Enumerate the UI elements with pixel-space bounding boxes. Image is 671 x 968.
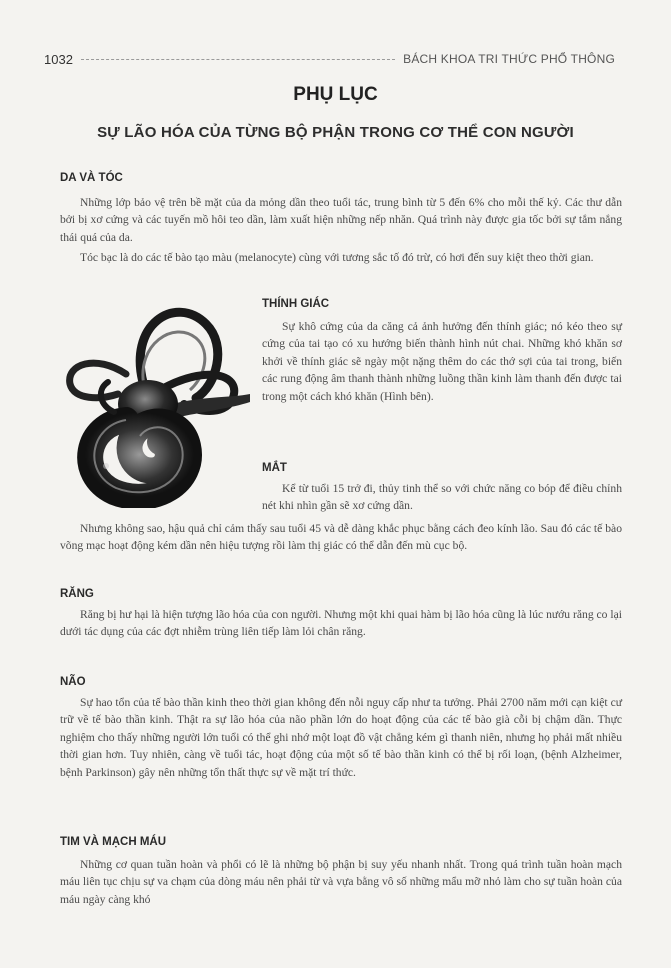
paragraph-mat-2: Nhưng không sao, hậu quả chỉ cảm thấy sau tuổi 45 và dễ dàng khắc phục bằng cách đeo kính lão. Sau đó các tế bào võng mạc hoạt động kém dần nên hiệu tượng rồi làm thị giác có thể dẫn đến mù cục bộ. <box>60 522 622 553</box>
paragraph-thinh-giac-1: Sự khô cứng của da căng cả ảnh hưởng đến thính giác; nó kéo theo sự cứng của tai tạo có xu hướng biến thành hình nút chai. Những khó khăn sơ khởi về thính giác sẽ ngày một nặng thêm do các thớ sợi của tai trong, biến các rung động âm thanh thành những luồng thần kinh làm thanh đến được tai trong một cách khó khăn (Hình bên). <box>262 320 622 403</box>
running-header <box>44 50 615 68</box>
page-subtitle: SỰ LÃO HÓA CỦA TỪNG BỘ PHẬN TRONG CƠ THỂ CON NGƯỜI <box>97 124 574 141</box>
page-title: PHỤ LỤC <box>293 84 378 105</box>
section-heading-tim-mach: TIM VÀ MẠCH MÁU <box>60 836 167 848</box>
header-rule <box>81 59 395 60</box>
inner-ear-cochlea-illustration <box>56 294 252 508</box>
section-heading-thinh-giac: THÍNH GIÁC <box>262 298 330 310</box>
paragraph-da-toc-2: Tóc bạc là do các tế bào tạo màu (melanocyte) cùng với tương sắc tố đó trừ, có hơi đến suy kiệt theo thời gian. <box>80 251 594 264</box>
section-heading-da-toc: DA VÀ TÓC <box>60 172 123 184</box>
paragraph-rang-1: Răng bị hư hại là hiện tượng lão hóa của con người. Nhưng một khi quai hàm bị lão hóa cũng là lúc nướu răng co lại dưới tác dụng của các đợt nhiễm trùng liên tiếp làm lỏi chân răng. <box>60 608 622 639</box>
paragraph-tim-mach-1: Những cơ quan tuần hoàn và phổi có lẽ là những bộ phận bị suy yếu nhanh nhất. Trong quá trình tuần hoàn mạch máu liên tục chịu sự va chạm của dòng máu nên phải từ và vựa bằng vô số những mẩu mỡ nhỏ làm cho sự tuần hoàn của máu ngày càng khó <box>60 858 622 906</box>
paragraph-mat-1: Kể từ tuổi 15 trở đi, thủy tinh thể so với chức năng co bóp để điều chỉnh nét khi nhìn gần sẽ xơ cứng dần. <box>262 482 622 513</box>
paragraph-nao-1: Sự hao tổn của tế bào thần kinh theo thời gian không đến nỗi nguy cấp như ta tưởng. Phải 2700 năm mới cạn kiệt cư trữ về tế bào thần kinh. Thật ra sự lão hóa của não phần lớn do hoạt động của các tế bào già cỗi bị chậm dần. Thực nghiệm cho thấy những người lớn tuổi có thể ghi nhớ một loạt đồ vật chẳng kém gì thanh niên, nhưng họ phải mất nhiều thời gian hơn. Tuy nhiên, càng về tuổi tác, hoạt động của một số tế bào thần kinh có thể bị rối loạn, (bệnh Alzheimer, bệnh Parkinson) gây nên những tổn thất thực sự về mặt trí thức. <box>60 696 622 779</box>
paragraph-da-toc-1: Những lớp bảo vệ trên bề mặt của da mỏng dần theo tuổi tác, trung bình từ 5 đến 6% cho mỗi thế kỷ. Các thư dẫn bởi bị xơ cứng và các tuyến mồ hôi teo dần, làm xuất hiện những nếp nhăn. Quá trình này được gia tốc bởi sự tắm nắng thái quá của da. <box>60 196 622 244</box>
section-heading-nao: NÃO <box>60 676 86 688</box>
section-heading-rang: RĂNG <box>60 588 94 600</box>
page-number: 1032 <box>44 51 73 67</box>
section-heading-mat: MẮT <box>262 462 287 474</box>
running-title: BÁCH KHOA TRI THỨC PHỔ THÔNG <box>403 52 615 66</box>
